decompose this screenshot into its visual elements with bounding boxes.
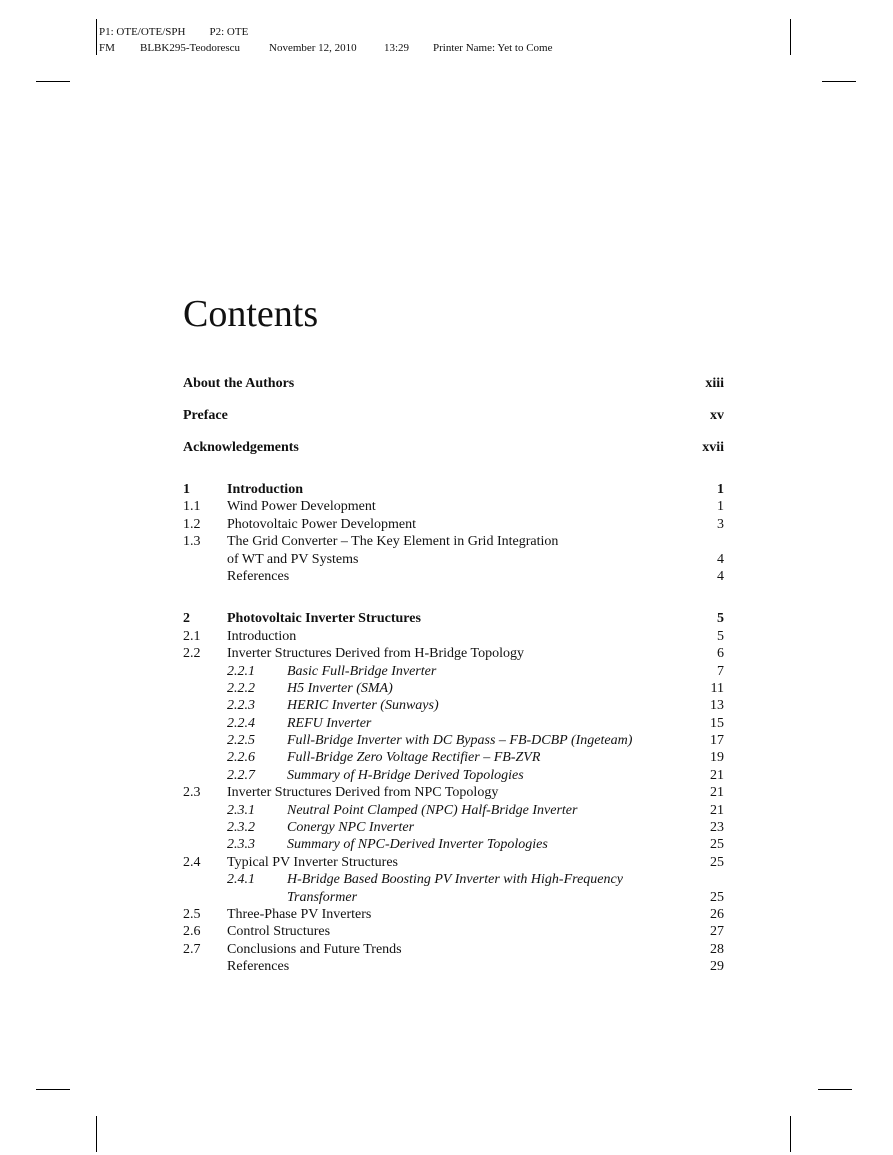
header-section: FM [99, 42, 115, 54]
table-of-contents [183, 374, 724, 976]
crop-mark-right-lower [818, 1089, 852, 1090]
header-p2: P2: OTE [209, 26, 249, 38]
header-printer: Printer Name: Yet to Come [433, 42, 553, 54]
toc-subsection-2-2-1: 2.2.1 Basic Full-Bridge Inverter 7 [227, 663, 724, 679]
toc-subsection-2-2-7: 2.2.7 Summary of H-Bridge Derived Topologies 21 [227, 767, 724, 783]
toc-section-2-6: 2.6 Control Structures 27 [183, 924, 724, 940]
toc-subsection-2-3-2: 2.3.2 Conergy NPC Inverter 23 [227, 820, 724, 836]
toc-subsection-2-3-1: 2.3.1 Neutral Point Clamped (NPC) Half-Bridge Inverter 21 [227, 802, 724, 818]
toc-section-1-1: 1.1 Wind Power Development 1 [183, 499, 724, 515]
crop-mark-top-left [96, 19, 97, 55]
toc-section-1-2: 1.2 Photovoltaic Power Development 3 [183, 516, 724, 532]
crop-mark-top-right [790, 19, 791, 55]
toc-subsection-2-2-2: 2.2.2 H5 Inverter (SMA) 11 [227, 680, 724, 696]
header-line-2 [99, 40, 552, 56]
page-title: Contents [183, 293, 319, 335]
toc-section-2-7: 2.7 Conclusions and Future Trends 28 [183, 941, 724, 957]
toc-section-2-5: 2.5 Three-Phase PV Inverters 26 [183, 906, 724, 922]
toc-subsection-2-3-3: 2.3.3 Summary of NPC-Derived Inverter Topologies 25 [227, 837, 724, 853]
toc-subsection-2-2-4: 2.2.4 REFU Inverter 15 [227, 715, 724, 731]
crop-mark-bottom-left [96, 1116, 97, 1152]
toc-subsection-2-2-3: 2.2.3 HERIC Inverter (Sunways) 13 [227, 698, 724, 714]
toc-subsection-2-2-6: 2.2.6 Full-Bridge Zero Voltage Rectifier – FB-ZVR 19 [227, 750, 724, 766]
header-time: 13:29 [384, 42, 410, 54]
toc-front-about: About the Authors xiii [183, 376, 724, 391]
crop-mark-right-upper [822, 81, 856, 82]
toc-section-1-3: 1.3 The Grid Converter – The Key Element in Grid Integration [183, 534, 559, 550]
toc-chapter-1: 1 Introduction 1 [183, 482, 724, 497]
crop-mark-bottom-right [790, 1116, 791, 1152]
crop-mark-left-lower [36, 1089, 70, 1090]
header-book-id: BLBK295-Teodorescu [140, 42, 241, 54]
toc-front-preface: Preface xv [183, 408, 724, 423]
toc-chapter-2: 2 Photovoltaic Inverter Structures 5 [183, 611, 724, 627]
toc-chapter-1-references: References 4 [227, 568, 724, 584]
toc-subsection-2-4-1: 2.4.1 H-Bridge Based Boosting PV Inverter with High-Frequency [227, 872, 623, 888]
printer-header [99, 24, 552, 56]
crop-mark-left-upper [36, 81, 70, 82]
toc-chapter-2-references: References 29 [227, 959, 724, 975]
toc-section-1-3-cont: of WT and PV Systems 4 [227, 551, 724, 567]
toc-section-2-1: 2.1 Introduction 5 [183, 628, 724, 644]
toc-front-acknowledgements: Acknowledgements xvii [183, 440, 724, 455]
header-date: November 12, 2010 [269, 42, 357, 54]
toc-subsection-2-4-1-cont: Transformer 25 [287, 889, 724, 905]
toc-subsection-2-2-5: 2.2.5 Full-Bridge Inverter with DC Bypass – FB-DCBP (Ingeteam) 17 [227, 733, 724, 749]
toc-section-2-2: 2.2 Inverter Structures Derived from H-Bridge Topology 6 [183, 646, 724, 662]
header-line-1 [99, 24, 552, 40]
header-p1: P1: OTE/OTE/SPH [99, 26, 186, 38]
toc-section-2-3: 2.3 Inverter Structures Derived from NPC Topology 21 [183, 785, 724, 801]
toc-section-2-4: 2.4 Typical PV Inverter Structures 25 [183, 854, 724, 870]
